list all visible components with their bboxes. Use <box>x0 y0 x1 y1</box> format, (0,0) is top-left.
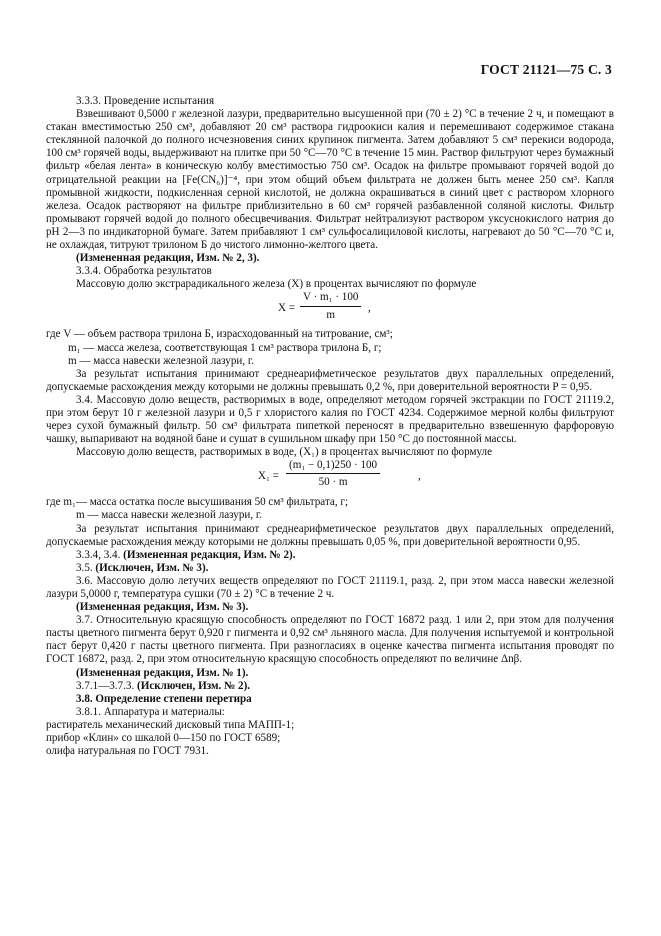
amendment-note: (Измененная редакция, Изм. № 1). <box>76 666 249 679</box>
paragraph: 3.6. Массовую долю летучих веществ определяют по ГОСТ 21119.1, разд. 2, при этом масса навески железной лазури 5,0000 г, температура сушки (70 ± 2) °С в течение 2 ч. <box>46 574 614 600</box>
amendment-note <box>46 680 614 693</box>
section-heading: 3.3.4. Обработка результатов <box>76 265 212 278</box>
formula-fraction <box>300 291 361 321</box>
where-line: m₁ — масса железа, соответствующая 1 см³ раствора трилона Б, г; <box>68 341 382 354</box>
formula-denominator: 50 · m <box>318 476 348 489</box>
amendment-text: (Исключен, Изм. № 3). <box>95 561 209 574</box>
amendment-prefix: 3.7.1—3.7.3. <box>76 679 135 692</box>
formula-numerator: (m₁ − 0,1)250 · 100 <box>286 459 380 474</box>
where-line: m — масса навески железной лазури, г. <box>76 509 262 522</box>
paragraph: 3.7. Относительную красящую способность определяют по ГОСТ 16872 разд. 1 или 2, при этом для получения пасты цветного пигмента берут 0,920 г пигмента и 0,92 см³ льняного масла. Для получения испытуемой и контрольной паст берут 0,420 г пасты цветного пигмента. При разногласиях в оценке качества пигмента испытания проводят по ГОСТ 16872, разд. 2, при этом относительную красящую способность определяют по величине Δnβ. <box>46 614 614 666</box>
where-line: где m₁— масса остатка после высушивания 50 см³ фильтрата, г; <box>46 496 349 509</box>
amendment-note <box>46 549 614 562</box>
formula-comma: , <box>368 302 371 315</box>
list-item: растиратель механический дисковый типа МАПП-1; <box>46 718 295 731</box>
amendment-text: (Измененная редакция, Изм. № 2). <box>123 548 296 561</box>
paragraph: 3.4. Массовую долю веществ, растворимых в воде, определяют методом горячей экстракции по ГОСТ 21119.2, при этом берут 10 г железной лазури и 0,5 г хлористого калия по ГОСТ 4234. Содержимое мерной колбы фильтруют через сухой бумажный фильтр. 50 см³ фильтрата пипеткой переносят в предварительно взвешенную фарфоровую чашку, выпаривают на водяной бане и сушат в сушильном шкафу при 150 °С до постоянной массы. <box>46 393 614 446</box>
amendment-prefix: 3.3.4, 3.4. <box>76 548 121 561</box>
amendment-text: (Исключен, Изм. № 2). <box>137 679 251 692</box>
paragraph: Массовую долю веществ, растворимых в воде, (X₁) в процентах вычисляют по формуле <box>76 446 492 459</box>
amendment-prefix: 3.5. <box>76 561 93 574</box>
section-heading: 3.3.3. Проведение испытания <box>76 95 215 107</box>
where-line: m — масса навески железной лазури, г. <box>68 354 254 367</box>
list-item: прибор «Клин» со шкалой 0—150 по ГОСТ 6589; <box>46 732 281 745</box>
amendment-note: (Измененная редакция, Изм. № 3). <box>76 601 249 614</box>
formula-comma: , <box>418 470 421 483</box>
paragraph: Массовую долю экстрарадикального железа (X) в процентах вычисляют по формуле <box>76 278 477 291</box>
formula-x1 <box>46 459 614 496</box>
formula-lhs: X = <box>278 302 296 315</box>
amendment-note <box>46 562 614 575</box>
where-line: где V — объем раствора трилона Б, израсходованный на титрование, см³; <box>46 328 393 341</box>
formula-x <box>46 291 614 328</box>
list-item: олифа натуральная по ГОСТ 7931. <box>46 745 209 758</box>
formula-fraction <box>286 459 380 489</box>
page-header: ГОСТ 21121—75 С. 3 <box>480 62 612 77</box>
formula-numerator: V · m₁ · 100 <box>300 291 361 306</box>
section-heading: 3.8. Определение степени перетира <box>76 692 252 705</box>
formula-denominator: m <box>326 308 336 321</box>
document-body <box>46 95 614 758</box>
amendment-note: (Измененная редакция, Изм. № 2, 3). <box>76 252 260 265</box>
paragraph: За результат испытания принимают среднеарифметическое результатов двух параллельных определений, допускаемые расхождения между которыми не должны превышать 0,05 %, при доверительной вероятности 0,95. <box>46 522 614 548</box>
paragraph: Взвешивают 0,5000 г железной лазури, предварительно высушенной при (70 ± 2) °С в течение 2 ч, и помещают в стакан вместимостью 250 см³, добавляют 20 см³ раствора гидроокиси калия и перемешивают содержимое стакана стеклянной палочкой до полного исчезновения синих крупинок пигмента. Затем добавляют 5 см³ перекиси водорода, 100 см³ горячей воды, выдерживают на плитке при 50 °С—70 °С в течение 15 мин. Раствор фильтруют через бумажный фильтр «белая лента» в коническую колбу вместимостью 750 см³. Осадок на фильтре промывают горячей водой до отрицательной реакции на [Fe(CN₆)]⁻⁴, при этом общий объем фильтрата не должен быть менее 250 см³. Капля промывной жидкости, подкисленная серной кислотой, не должна окрашиваться в синий цвет с раствором хлорного железа. Осадок растворяют на фильтре приблизительно в 60 см³ горячей разбавленной соляной кислоты. Фильтр промывают горячей водой до полного обесцвечивания. Фильтрат нейтрализуют раствором уксуснокислого натрия до рН 2—3 по индикаторной бумаге. Затем прибавляют 1 см³ сульфосалициловой кислоты, нагревают до 50 °С—70 °С и, не охлаждая, титруют трилоном Б до чистого лимонно-желтого цвета. <box>46 108 614 252</box>
paragraph: 3.8.1. Аппаратура и материалы: <box>76 705 225 718</box>
paragraph: За результат испытания принимают среднеарифметическое результатов двух параллельных определений, допускаемые расхождения между которыми не должны превышать 0,2 %, при доверительной вероятности P = 0,95. <box>46 367 614 393</box>
formula-lhs: X₁ = <box>258 470 279 483</box>
